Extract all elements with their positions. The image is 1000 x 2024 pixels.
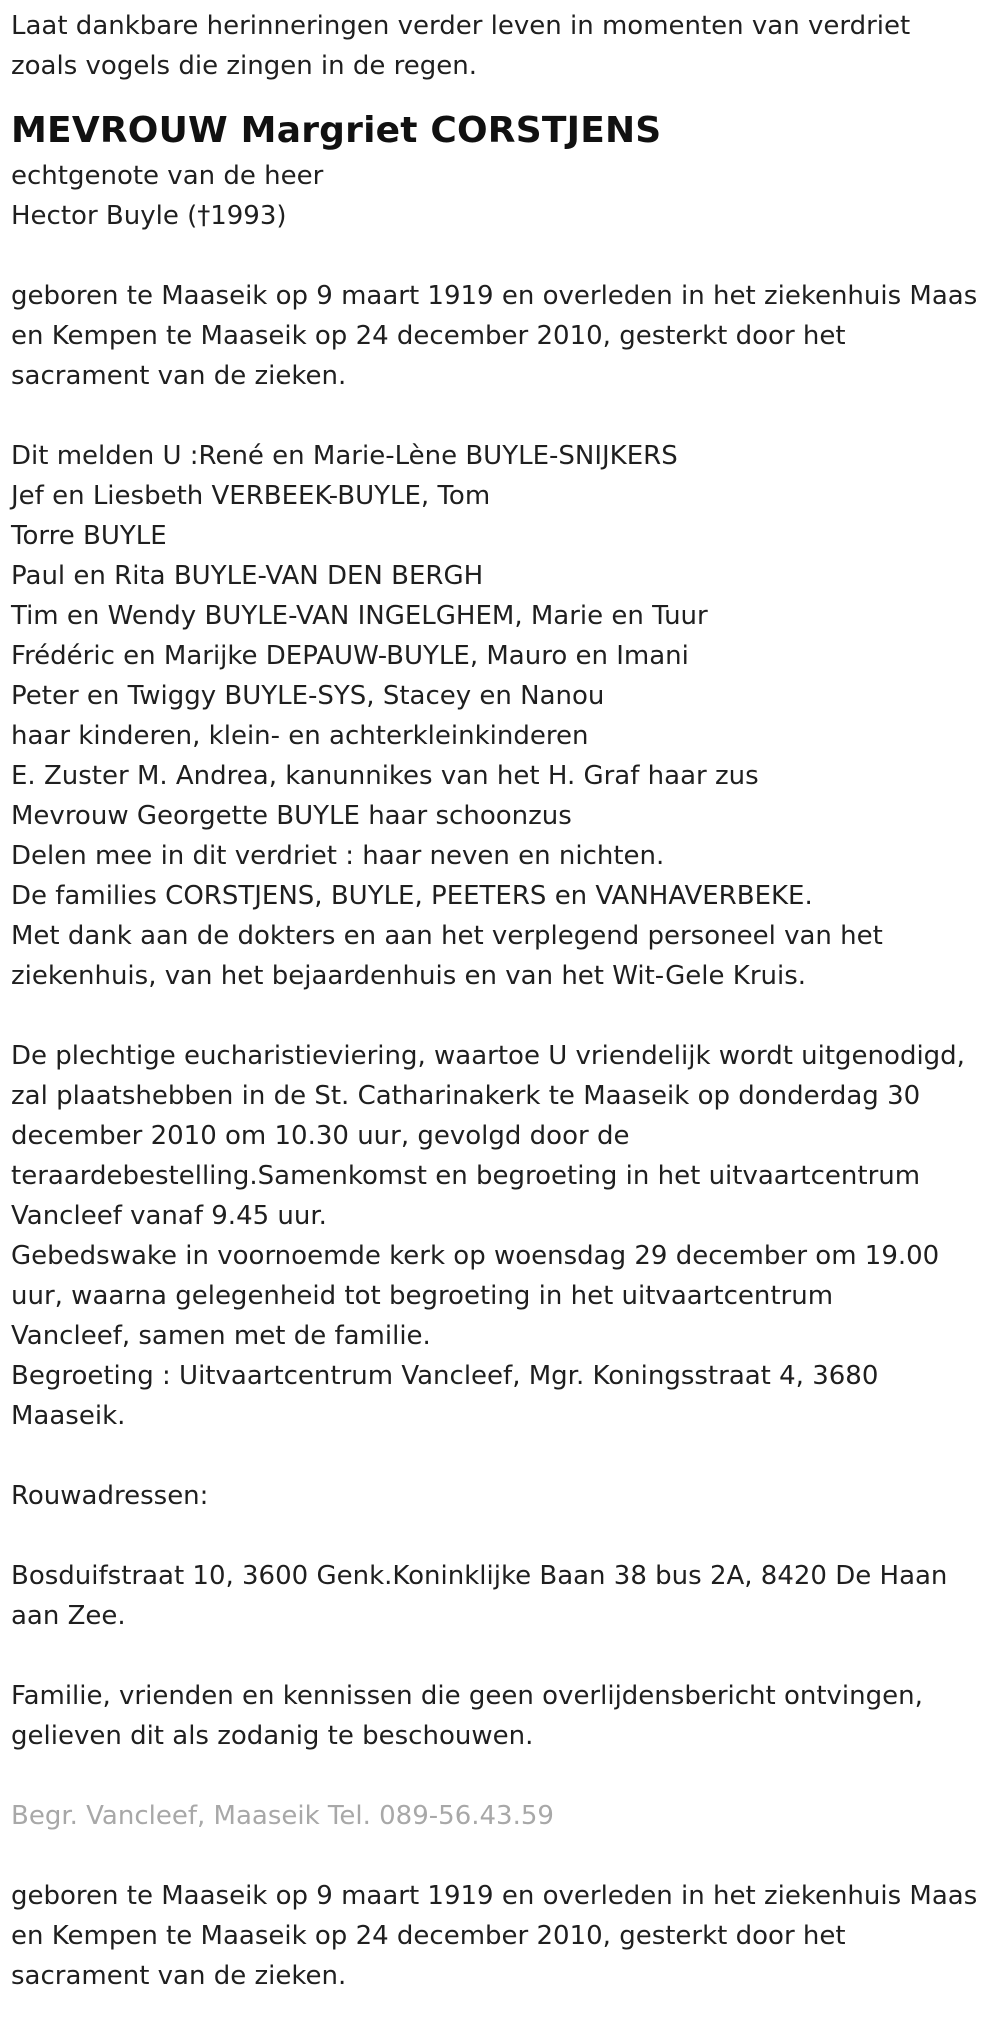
address-line: aan Zee. <box>11 1601 126 1631</box>
spouse-line: echtgenote van de heer <box>11 161 324 191</box>
family-line: Jef en Liesbeth VERBEEK-BUYLE, Tom <box>11 481 491 511</box>
ceremony-line: Begroeting : Uitvaartcentrum Vancleef, Mgr. Koningsstraat 4, 3680 <box>11 1361 879 1391</box>
family-line: ziekenhuis, van het bejaardenhuis en van het Wit-Gele Kruis. <box>11 961 807 991</box>
intro-line: zoals vogels die zingen in de regen. <box>11 51 478 81</box>
intro-quote <box>11 6 990 86</box>
notice-line: Familie, vrienden en kennissen die geen overlijdensbericht ontvingen, <box>11 1681 923 1711</box>
ceremony-line: Vancleef vanaf 9.45 uur. <box>11 1201 327 1231</box>
birth-death-line: sacrament van de zieken. <box>11 1961 347 1991</box>
birth-death-paragraph <box>11 276 990 396</box>
spouse-line: Hector Buyle (†1993) <box>11 201 287 231</box>
birth-death-line: geboren te Maaseik op 9 maart 1919 en overleden in het ziekenhuis Maas <box>11 281 978 311</box>
birth-death-repeat-paragraph <box>11 1876 990 1996</box>
address-line: Bosduifstraat 10, 3600 Genk.Koninklijke Baan 38 bus 2A, 8420 De Haan <box>11 1561 948 1591</box>
intro-line: Laat dankbare herinneringen verder leven in momenten van verdriet <box>11 11 911 41</box>
spouse-info <box>11 156 990 236</box>
family-line: Paul en Rita BUYLE-VAN DEN BERGH <box>11 561 484 591</box>
family-line: E. Zuster M. Andrea, kanunnikes van het H. Graf haar zus <box>11 761 759 791</box>
spacer <box>11 1436 990 1476</box>
family-line: Dit melden U :René en Marie-Lène BUYLE-SNIJKERS <box>11 441 678 471</box>
spacer <box>11 1636 990 1676</box>
family-line: Torre BUYLE <box>11 521 167 551</box>
birth-death-line: sacrament van de zieken. <box>11 361 347 391</box>
addresses-paragraph <box>11 1556 990 1636</box>
notice-line: gelieven dit als zodanig te beschouwen. <box>11 1721 534 1751</box>
ceremony-line: Maaseik. <box>11 1401 126 1431</box>
ceremony-line: Vancleef, samen met de familie. <box>11 1321 431 1351</box>
birth-death-line: geboren te Maaseik op 9 maart 1919 en overleden in het ziekenhuis Maas <box>11 1881 978 1911</box>
family-line: Delen mee in dit verdriet : haar neven en nichten. <box>11 841 665 871</box>
birth-death-line: en Kempen te Maaseik op 24 december 2010, gesterkt door het <box>11 321 846 351</box>
funeral-home-contact: Begr. Vancleef, Maaseik Tel. 089-56.43.59 <box>11 1801 554 1831</box>
family-line: haar kinderen, klein- en achterkleinkinderen <box>11 721 589 751</box>
deceased-name: MEVROUW Margriet CORSTJENS <box>11 110 662 151</box>
ceremony-line: teraardebestelling.Samenkomst en begroeting in het uitvaartcentrum <box>11 1161 921 1191</box>
family-line: Peter en Twiggy BUYLE-SYS, Stacey en Nanou <box>11 681 605 711</box>
ceremony-line: uur, waarna gelegenheid tot begroeting in het uitvaartcentrum <box>11 1281 834 1311</box>
rouwadressen-heading: Rouwadressen: <box>11 1481 209 1511</box>
spacer <box>11 1836 990 1876</box>
ceremony-paragraph <box>11 1036 990 1436</box>
family-line: De families CORSTJENS, BUYLE, PEETERS en VANHAVERBEKE. <box>11 881 813 911</box>
spacer <box>11 236 990 276</box>
ceremony-line: december 2010 om 10.30 uur, gevolgd door de <box>11 1121 630 1151</box>
ceremony-line: De plechtige eucharistieviering, waartoe U vriendelijk wordt uitgenodigd, <box>11 1041 965 1071</box>
family-line: Frédéric en Marijke DEPAUW-BUYLE, Mauro en Imani <box>11 641 689 671</box>
ceremony-line: Gebedswake in voornoemde kerk op woensdag 29 december om 19.00 <box>11 1241 940 1271</box>
ceremony-line: zal plaatshebben in de St. Catharinakerk te Maaseik op donderdag 30 <box>11 1081 921 1111</box>
family-line: Tim en Wendy BUYLE-VAN INGELGHEM, Marie en Tuur <box>11 601 708 631</box>
spacer <box>11 396 990 436</box>
spacer <box>11 1756 990 1796</box>
family-line: Mevrouw Georgette BUYLE haar schoonzus <box>11 801 572 831</box>
family-line: Met dank aan de dokters en aan het verplegend personeel van het <box>11 921 883 951</box>
spacer <box>11 996 990 1036</box>
spacer <box>11 1516 990 1556</box>
birth-death-line: en Kempen te Maaseik op 24 december 2010, gesterkt door het <box>11 1921 846 1951</box>
family-announcement <box>11 436 990 996</box>
notice-paragraph <box>11 1676 990 1756</box>
